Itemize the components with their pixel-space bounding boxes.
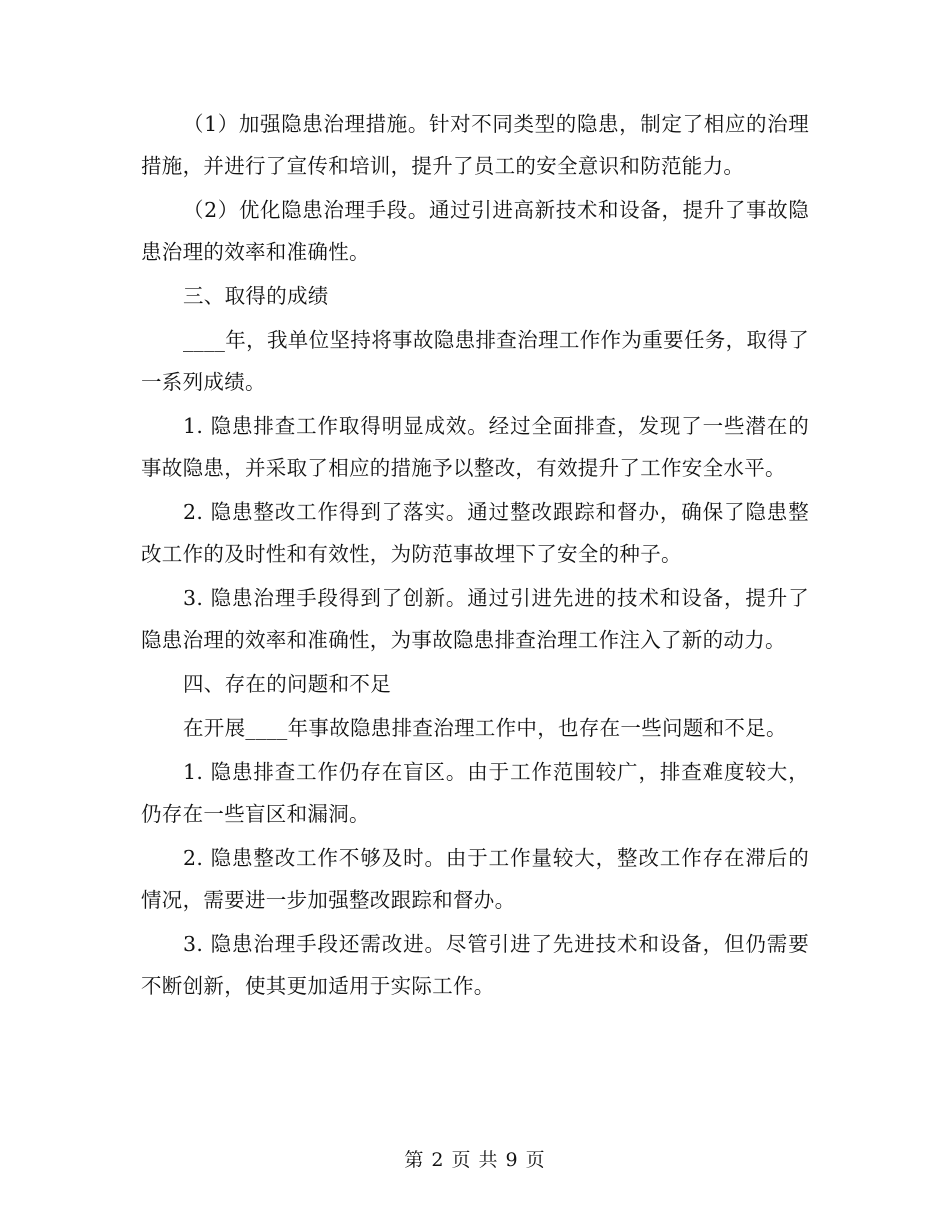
paragraph-measure-1: （1）加强隐患治理措施。针对不同类型的隐患，制定了相应的治理措施，并进行了宣传和培训，提升了员工的安全意识和防范能力。 bbox=[141, 112, 809, 178]
paragraph-problems-intro: 在开展____年事故隐患排查治理工作中，也存在一些问题和不足。 bbox=[183, 716, 787, 740]
section-heading-problems: 四、存在的问题和不足 bbox=[183, 672, 391, 696]
section-heading-achievements: 三、取得的成绩 bbox=[183, 284, 329, 308]
paragraph-measure-2: （2）优化隐患治理手段。通过引进高新技术和设备，提升了事故隐患治理的效率和准确性。 bbox=[141, 198, 809, 264]
paragraph-problem-3: 3. 隐患治理手段还需改进。尽管引进了先进技术和设备，但仍需要不断创新，使其更加适用于实际工作。 bbox=[141, 932, 809, 998]
paragraph-problem-1: 1. 隐患排查工作仍存在盲区。由于工作范围较广，排查难度较大，仍存在一些盲区和漏洞。 bbox=[141, 760, 809, 826]
paragraph-achievement-3: 3. 隐患治理手段得到了创新。通过引进先进的技术和设备，提升了隐患治理的效率和准确性，为事故隐患排查治理工作注入了新的动力。 bbox=[141, 586, 809, 652]
document-body bbox=[141, 103, 809, 1009]
page-number-footer: 第 2 页 共 9 页 bbox=[404, 1149, 546, 1171]
paragraph-achievement-1: 1. 隐患排查工作取得明显成效。经过全面排查，发现了一些潜在的事故隐患，并采取了相应的措施予以整改，有效提升了工作安全水平。 bbox=[141, 414, 809, 480]
paragraph-achievements-intro: ____年，我单位坚持将事故隐患排查治理工作作为重要任务，取得了一系列成绩。 bbox=[141, 328, 809, 394]
paragraph-problem-2: 2. 隐患整改工作不够及时。由于工作量较大，整改工作存在滞后的情况，需要进一步加强整改跟踪和督办。 bbox=[141, 846, 809, 912]
paragraph-achievement-2: 2. 隐患整改工作得到了落实。通过整改跟踪和督办，确保了隐患整改工作的及时性和有效性，为防范事故埋下了安全的种子。 bbox=[141, 500, 809, 566]
